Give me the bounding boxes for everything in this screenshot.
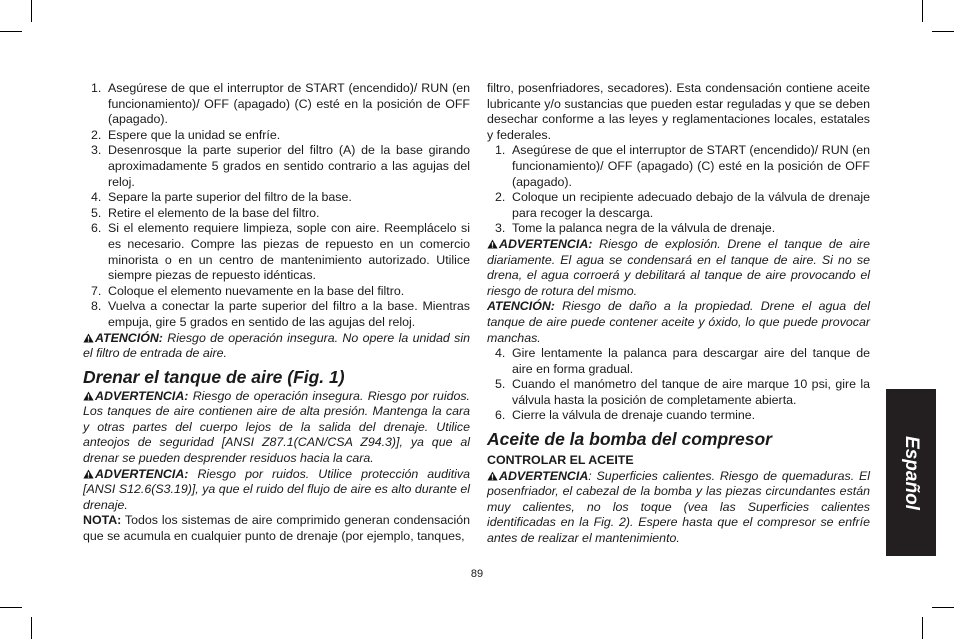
warning-triangle-icon (487, 471, 498, 481)
list-item: 4. Gire lentamente la palanca para descargar aire del tanque de aire en forma gradual. (495, 346, 870, 376)
list-item: 2. Espere que la unidad se enfríe. (91, 127, 281, 142)
list-item: 7. Coloque el elemento nuevamente en la base del filtro. (91, 283, 405, 298)
warning-triangle-icon (83, 391, 94, 401)
drain-steps-list (487, 143, 870, 237)
subheading-check-oil: CONTROLAR EL ACEITE (487, 453, 634, 468)
page-number: 89 (470, 568, 484, 580)
left-column (83, 81, 470, 545)
list-item: 6. Cierre la válvula de drenaje cuando termine. (495, 408, 756, 423)
list-item: 5. Cuando el manómetro del tanque de aire marque 10 psi, gire la válvula hasta la posición de completamente abierta. (495, 377, 870, 407)
warning-triangle-icon (487, 239, 498, 249)
warning-note: ADVERTENCIA: Riesgo de explosión. Drene el tanque de aire diariamente. El agua se condensará en el tanque de aire. Si no se drena, el agua corroerá y debilitará al tanque de aire provocando el riesgo de rotura del mismo. (487, 236, 870, 298)
caution-note: ATENCIÓN: Riesgo de operación insegura. No opere la unidad sin el filtro de entrada de aire. (83, 330, 470, 361)
caution-note: ATENCIÓN: Riesgo de daño a la propiedad. Drene el agua del tanque de aire puede contener aceite y óxido, lo que puede provocar manchas. (487, 299, 870, 345)
continued-paragraph: filtro, posenfriadores, secadores). Esta condensación contiene aceite lubricante y/o sustancias que pueden estar reguladas y que se deben desechar conforme a las leyes y reglamentaciones locales, estatales y federales. (487, 81, 870, 142)
list-item: 4. Separe la parte superior del filtro de la base. (91, 190, 352, 205)
warning-triangle-icon (83, 333, 94, 343)
section-heading-pump-oil: Aceite de la bomba del compresor (487, 429, 772, 450)
list-item: 5. Retire el elemento de la base del filtro. (91, 205, 320, 220)
filter-steps-list (83, 81, 470, 331)
crop-mark (922, 617, 923, 639)
warning-note: ADVERTENCIA: Riesgo de operación insegura. Riesgo por ruidos. Los tanques de aire contienen aire de alta presión. Mantenga la cara y otras partes del cuerpo lejos de la salida del drenaje. Utilice anteojos de seguridad [ANSI Z87.1(CAN/CSA Z94.3)], ya que al drenar se pueden desprender residuos hacia la cara. (83, 388, 470, 466)
crop-mark (932, 31, 954, 32)
crop-mark (31, 617, 32, 639)
crop-mark (0, 607, 22, 608)
note-paragraph: NOTA: Todos los sistemas de aire comprimido generan condensación que se acumula en cualquier punto de drenaje (por ejemplo, tanques, (83, 513, 470, 544)
language-tab (886, 389, 936, 556)
drain-steps-list-continued (487, 346, 870, 424)
list-item: 6. Si el elemento requiere limpieza, sople con aire. Reemplácelo si es necesario. Compre las piezas de repuesto en un comercio minorista o en un centro de mantenimiento autorizado. Utilice siempre piezas de repuesto idénticas. (91, 221, 470, 283)
list-item: 8. Vuelva a conectar la parte superior del filtro a la base. Mientras empuja, gire 5 grados en sentido de las agujas del reloj. (91, 299, 470, 329)
right-column (487, 81, 870, 547)
crop-mark (31, 0, 32, 22)
list-item: 3. Desenrosque la parte superior del filtro (A) de la base girando aproximadamente 5 grados en sentido contrario a las agujas del reloj. (91, 143, 470, 189)
list-item: 1. Asegúrese de que el interruptor de START (encendido)/ RUN (en funcionamiento)/ OFF (apagado) (C) esté en la posición de OFF (apagado). (91, 81, 470, 127)
list-item: 2. Coloque un recipiente adecuado debajo de la válvula de drenaje para recoger la descarga. (495, 190, 870, 220)
warning-note: ADVERTENCIA: Riesgo por ruidos. Utilice protección auditiva [ANSI S12.6(S3.19)], ya que el ruido del flujo de aire es alto durante el drenaje. (83, 466, 470, 512)
warning-note: ADVERTENCIA: Superficies calientes. Riesgo de quemaduras. El posenfriador, el cabezal de la bomba y las piezas circundantes están muy calientes, no los toque (vea las Superficies calientes identificadas en la Fig. 2). Espere hasta que el compresor se enfríe antes de realizar el mantenimiento. (487, 468, 870, 546)
crop-mark (0, 31, 22, 32)
crop-mark (932, 607, 954, 608)
crop-mark (922, 0, 923, 22)
section-heading-drain-tank: Drenar el tanque de aire (Fig. 1) (83, 366, 345, 387)
list-item: 3. Tome la palanca negra de la válvula de drenaje. (495, 221, 776, 236)
language-tab-label: Español (901, 435, 922, 510)
list-item: 1. Asegúrese de que el interruptor de START (encendido)/ RUN (en funcionamiento)/ OFF (apagado) (C) esté en la posición de OFF (apagado). (495, 143, 870, 189)
warning-triangle-icon (83, 469, 94, 479)
